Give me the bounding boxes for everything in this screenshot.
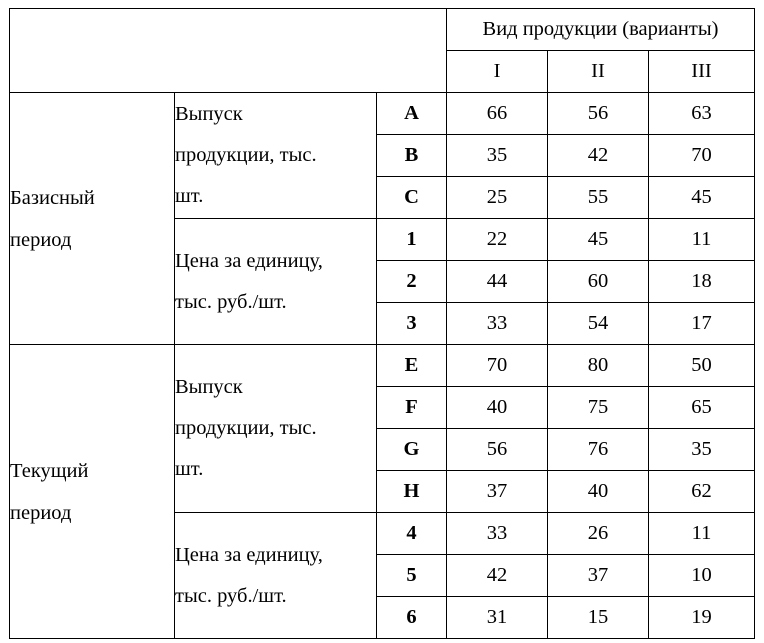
value-cell-variant-3: 70 <box>649 135 755 177</box>
period-label-line: Базисный <box>10 186 95 209</box>
value-cell-variant-1: 44 <box>447 261 548 303</box>
period-label <box>10 93 175 345</box>
row-code: G <box>377 429 447 471</box>
product-variants-table <box>9 8 755 639</box>
value-cell-variant-1: 31 <box>447 597 548 639</box>
header-variant-1: I <box>447 51 548 93</box>
row-code: 1 <box>377 219 447 261</box>
value-cell-variant-3: 45 <box>649 177 755 219</box>
value-cell-variant-3: 62 <box>649 471 755 513</box>
value-cell-variant-2: 56 <box>548 93 649 135</box>
value-cell-variant-2: 55 <box>548 177 649 219</box>
value-cell-variant-3: 63 <box>649 93 755 135</box>
value-cell-variant-1: 56 <box>447 429 548 471</box>
row-code: A <box>377 93 447 135</box>
value-cell-variant-3: 19 <box>649 597 755 639</box>
row-code: H <box>377 471 447 513</box>
value-cell-variant-3: 35 <box>649 429 755 471</box>
header-row-1 <box>10 9 755 51</box>
period-label-line: Текущий <box>10 459 89 482</box>
period-label-line: период <box>10 228 72 251</box>
value-cell-variant-2: 80 <box>548 345 649 387</box>
value-cell-variant-3: 50 <box>649 345 755 387</box>
value-cell-variant-2: 60 <box>548 261 649 303</box>
indicator-label-line: Выпуск <box>175 103 243 125</box>
row-code: F <box>377 387 447 429</box>
row-code: 3 <box>377 303 447 345</box>
value-cell-variant-1: 70 <box>447 345 548 387</box>
row-code: 4 <box>377 513 447 555</box>
indicator-label-line: Цена за единицу, <box>175 543 323 566</box>
value-cell-variant-2: 26 <box>548 513 649 555</box>
header-variant-3: III <box>649 51 755 93</box>
value-cell-variant-1: 33 <box>447 513 548 555</box>
row-code: E <box>377 345 447 387</box>
header-group-title: Вид продукции (варианты) <box>447 9 755 51</box>
value-cell-variant-1: 22 <box>447 219 548 261</box>
header-variant-2: II <box>548 51 649 93</box>
value-cell-variant-2: 37 <box>548 555 649 597</box>
row-code: C <box>377 177 447 219</box>
value-cell-variant-1: 25 <box>447 177 548 219</box>
table-body <box>10 9 755 639</box>
value-cell-variant-3: 18 <box>649 261 755 303</box>
row-code: 6 <box>377 597 447 639</box>
value-cell-variant-1: 37 <box>447 471 548 513</box>
value-cell-variant-3: 11 <box>649 513 755 555</box>
value-cell-variant-2: 75 <box>548 387 649 429</box>
value-cell-variant-3: 11 <box>649 219 755 261</box>
value-cell-variant-1: 35 <box>447 135 548 177</box>
period-label <box>10 345 175 639</box>
table-row <box>10 93 755 135</box>
value-cell-variant-2: 76 <box>548 429 649 471</box>
value-cell-variant-3: 17 <box>649 303 755 345</box>
row-code: 5 <box>377 555 447 597</box>
indicator-label-line: Цена за единицу, <box>175 249 323 272</box>
indicator-label-line: шт. <box>175 185 204 207</box>
indicator-label-line: продукции, тыс. <box>175 144 317 166</box>
value-cell-variant-1: 42 <box>447 555 548 597</box>
value-cell-variant-1: 66 <box>447 93 548 135</box>
value-cell-variant-2: 45 <box>548 219 649 261</box>
period-label-line: период <box>10 501 72 524</box>
value-cell-variant-2: 42 <box>548 135 649 177</box>
indicator-label <box>175 513 377 639</box>
value-cell-variant-1: 40 <box>447 387 548 429</box>
row-code: 2 <box>377 261 447 303</box>
value-cell-variant-2: 15 <box>548 597 649 639</box>
indicator-label-line: тыс. руб./шт. <box>175 290 287 313</box>
table-row <box>10 345 755 387</box>
header-empty-corner <box>10 9 447 93</box>
value-cell-variant-2: 40 <box>548 471 649 513</box>
indicator-label-line: шт. <box>175 458 204 480</box>
value-cell-variant-3: 65 <box>649 387 755 429</box>
value-cell-variant-3: 10 <box>649 555 755 597</box>
indicator-label <box>175 345 377 513</box>
indicator-label-line: продукции, тыс. <box>175 417 317 439</box>
indicator-label-line: Выпуск <box>175 376 243 398</box>
value-cell-variant-2: 54 <box>548 303 649 345</box>
row-code: B <box>377 135 447 177</box>
indicator-label <box>175 93 377 219</box>
indicator-label <box>175 219 377 345</box>
indicator-label-line: тыс. руб./шт. <box>175 584 287 607</box>
value-cell-variant-1: 33 <box>447 303 548 345</box>
